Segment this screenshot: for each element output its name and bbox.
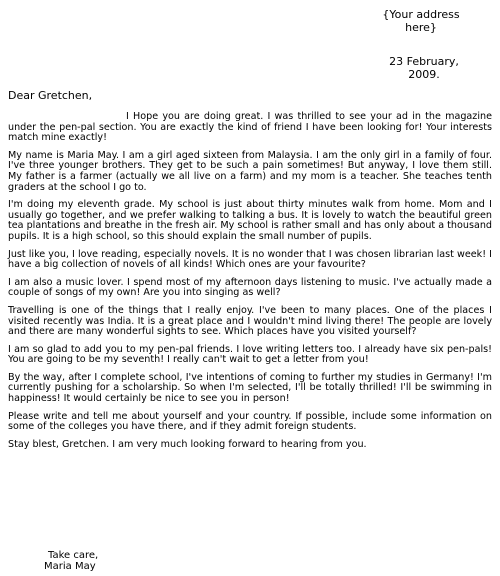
letter-date: [374, 55, 474, 81]
date-line-2: 2009.: [408, 68, 440, 81]
paragraph-5: I am also a music lover. I spend most of my afternoon days listening to music. I've actually made a couple of songs of my own! Are you into singing as well?: [8, 276, 492, 299]
paragraph-6: Travelling is one of the things that I really enjoy. I've been to many places. One of the places I visited recently was India. It is a great place and I wouldn't mind living there! The people are lovely and there are many wonderful sights to see. Which places have you visited yourself?: [8, 304, 492, 338]
salutation: Dear Gretchen,: [8, 89, 93, 102]
paragraph-9: Please write and tell me about yourself and your country. If possible, include some information on some of the colleges you have there, and if they admit foreign students.: [8, 410, 492, 433]
sender-address: [366, 8, 476, 34]
paragraph-3: I'm doing my eleventh grade. My school is just about thirty minutes walk from home. Mom and I usually go together, and we prefer walking to talking a bus. It is lovely to watch the beautiful green tea plantations and breathe in the fresh air. My school is rather small and has only about a thousand pupils. It is a high school, so this should explain the small number of pupils.: [8, 199, 492, 242]
signature: Maria May: [44, 561, 96, 572]
paragraph-4: Just like you, I love reading, especially novels. It is no wonder that I was chosen librarian last week! I have a big collection of novels of all kinds! Which ones are your favourite?: [8, 248, 492, 271]
paragraph-7: I am so glad to add you to my pen-pal friends. I love writing letters too. I already have six pen-pals! You are going to be my seventh! I really can't wait to get a letter from you!: [8, 343, 492, 366]
paragraph-10: Stay blest, Gretchen. I am very much looking forward to hearing from you.: [8, 438, 367, 450]
paragraph-2: My name is Maria May. I am a girl aged sixteen from Malaysia. I am the only girl in a family of four. I've three younger brothers. They get to be such a pain sometimes! But anyway, I love them still. My father is a farmer (actually we all live on a farm) and my mom is a teacher. She teaches tenth graders at the school I go to.: [8, 149, 492, 193]
paragraph-8: By the way, after I complete school, I've intentions of coming to further my studies in Germany! I'm currently pushing for a scholarship. So when I'm selected, I'll be totally thrilled! I'll be swimming in happiness! It would certainly be nice to see you in person!: [8, 371, 492, 405]
address-line-2: here}: [405, 21, 437, 34]
letter-closing: [44, 550, 99, 572]
letter-body: [8, 112, 492, 457]
closing-phrase: Take care,: [48, 550, 99, 561]
address-line-1: {Your address: [382, 8, 460, 21]
date-line-1: 23 February,: [389, 55, 459, 68]
paragraph-1: I Hope you are doing great. I was thrilled to see your ad in the magazine under the pen-pal section. You are exactly the kind of friend I have been looking for! Your interests match mine exactly!: [8, 111, 492, 144]
